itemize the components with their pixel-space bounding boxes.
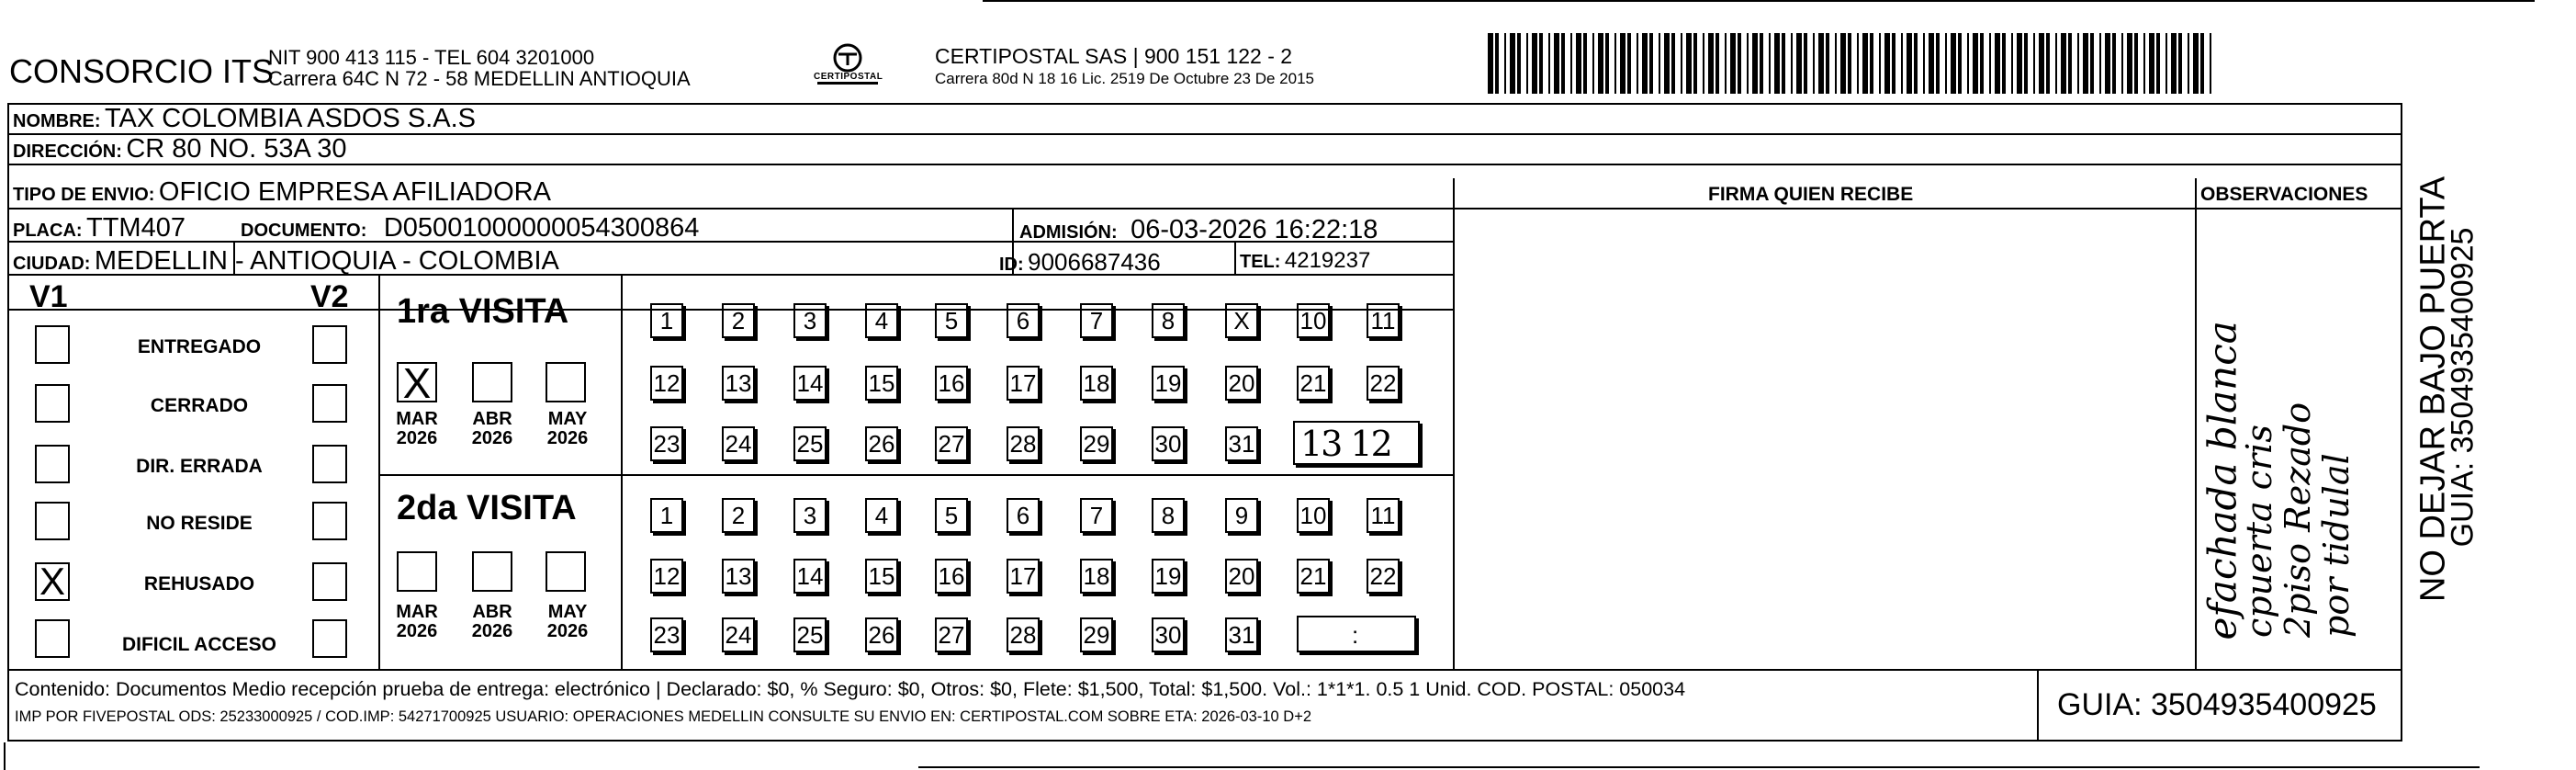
- visit2-day-box[interactable]: 14: [793, 559, 827, 594]
- v2-checkbox[interactable]: [312, 502, 347, 540]
- barcode-bar: [1967, 33, 1969, 94]
- v1-checkbox[interactable]: X: [35, 562, 70, 601]
- row-line: [7, 669, 2402, 671]
- v1-checkbox[interactable]: [35, 619, 70, 658]
- barcode-bar: [1642, 33, 1648, 94]
- barcode-bar: [1517, 33, 1521, 94]
- v1-checkbox[interactable]: [35, 384, 70, 423]
- side-text-2: GUIA: 3504935400925: [2445, 227, 2480, 548]
- barcode-bar: [1681, 33, 1682, 94]
- barcode-bar: [1804, 33, 1807, 94]
- visit1-month-box[interactable]: X: [397, 362, 437, 402]
- barcode-bar: [2002, 33, 2006, 94]
- visit1-day-box[interactable]: X: [1225, 303, 1258, 338]
- visit1-day-box[interactable]: 26: [865, 426, 898, 461]
- documento-value: D05001000000054300864: [383, 213, 700, 243]
- barcode-bar: [2134, 33, 2138, 94]
- visit1-day-box[interactable]: 6: [1007, 303, 1040, 338]
- col-line: [2195, 178, 2197, 669]
- documento-row: [241, 215, 699, 242]
- company-name: CONSORCIO ITS: [9, 52, 275, 90]
- visit2-time-box[interactable]: [1297, 616, 1416, 652]
- col-line: [1453, 178, 1455, 669]
- status-label: DIR. ERRADA: [136, 456, 263, 477]
- observations-area: [2200, 221, 2397, 665]
- visit1-day-box[interactable]: 27: [935, 426, 968, 461]
- firma-label: FIRMA QUIEN RECIBE: [1708, 184, 1914, 205]
- visit2-month-box[interactable]: [397, 551, 437, 592]
- barcode-bar: [1532, 33, 1537, 94]
- visit2-day-box[interactable]: 6: [1007, 498, 1040, 533]
- barcode-bar: [2090, 33, 2094, 94]
- barcode-bar: [1848, 33, 1851, 94]
- status-label: REHUSADO: [143, 573, 255, 594]
- barcode-bar: [1583, 33, 1587, 94]
- barcode-bar: [1488, 33, 1493, 94]
- v1-checkbox[interactable]: [35, 445, 70, 483]
- id-row: [999, 250, 1161, 274]
- ciudad-value: MEDELLIN - ANTIOQUIA - COLOMBIA: [94, 246, 559, 276]
- documento-label: DOCUMENTO:: [241, 221, 367, 241]
- nombre-label: NOMBRE:: [13, 111, 101, 131]
- visit2-day-box[interactable]: 24: [722, 617, 755, 652]
- barcode-bar: [1504, 33, 1506, 94]
- col-line: [2037, 669, 2039, 742]
- id-value: 9006687436: [1028, 248, 1161, 276]
- status-label: ENTREGADO: [137, 336, 262, 357]
- v2-checkbox[interactable]: [312, 562, 347, 601]
- visit1-day-box[interactable]: 25: [793, 426, 827, 461]
- direccion-value: CR 80 NO. 53A 30: [126, 134, 347, 164]
- ciudad-row: [13, 248, 559, 275]
- visit2-day-box[interactable]: 17: [1007, 559, 1040, 594]
- top-rule: [983, 0, 2535, 2]
- barcode-bar: [1659, 33, 1660, 94]
- visit1-day-box[interactable]: 21: [1297, 366, 1330, 401]
- visit1-month-box[interactable]: [472, 362, 512, 402]
- barcode-bar: [1686, 33, 1692, 94]
- barcode-bar: [1561, 33, 1565, 94]
- barcode-bar: [2055, 33, 2057, 94]
- visit1-time-value: 13 12: [1300, 424, 1391, 464]
- visit2-day-box[interactable]: 21: [1297, 559, 1330, 594]
- visit1-day-box[interactable]: 23: [650, 426, 683, 461]
- barcode-bar: [1774, 33, 1780, 94]
- visit2-day-box[interactable]: 27: [935, 617, 968, 652]
- tipo-row: [13, 179, 551, 206]
- barcode-bar: [1813, 33, 1815, 94]
- row-line: [7, 133, 2402, 135]
- barcode-bar: [1605, 33, 1609, 94]
- visit2-day-box[interactable]: 5: [935, 498, 968, 533]
- barcode-bar: [2099, 33, 2101, 94]
- logo-caption: CERTIPOSTAL: [814, 72, 883, 82]
- visit2-month-name: ABR 2026: [471, 602, 513, 641]
- col-line: [378, 274, 380, 669]
- admision-label: ADMISIÓN:: [1019, 222, 1118, 243]
- visit2-day-box[interactable]: 23: [650, 617, 683, 652]
- barcode-bar: [1708, 33, 1714, 94]
- barcode-bar: [1570, 33, 1572, 94]
- barcode-bar: [2017, 33, 2022, 94]
- visit1-month-name: ABR 2026: [471, 409, 513, 448]
- footer-content: Contenido: Documentos Medio recepción prueba de entrega: electrónico | Declarado: $0, % Seguro: $0, Otros: $0, Flete: $1,500, Total: $1,500. Vol.: 1*1*1. 0.5 1 Unid. COD. POSTAL: 050034: [15, 678, 1686, 700]
- visit1-day-box[interactable]: 31: [1225, 426, 1258, 461]
- side-text-1: NO DEJAR BAJO PUERTA: [2413, 176, 2453, 603]
- barcode-bar: [1907, 33, 1912, 94]
- barcode-bar: [2165, 33, 2167, 94]
- barcode-bar: [1693, 33, 1697, 94]
- visit1-month-name: MAY 2026: [546, 409, 589, 448]
- status-label: NO RESIDE: [146, 513, 253, 534]
- barcode-bar: [2011, 33, 2013, 94]
- barcode-bar: [1664, 33, 1670, 94]
- visit1-day-box[interactable]: 3: [793, 303, 827, 338]
- visit2-month-name: MAR 2026: [396, 602, 438, 641]
- row-line: [7, 164, 2402, 165]
- visit1-day-box[interactable]: 14: [793, 366, 827, 401]
- barcode-bar: [1554, 33, 1559, 94]
- visit1-time-box[interactable]: [1293, 421, 1420, 465]
- barcode-bar: [1649, 33, 1653, 94]
- visit2-day-box[interactable]: 28: [1007, 617, 1040, 652]
- v2-checkbox[interactable]: [312, 445, 347, 483]
- company-address: Carrera 64C N 72 - 58 MEDELLIN ANTIOQUIA: [268, 67, 691, 90]
- barcode-bar: [1879, 33, 1881, 94]
- barcode-bar: [2178, 33, 2182, 94]
- visit2-day-box[interactable]: 13: [722, 559, 755, 594]
- barcode-bar: [2033, 33, 2035, 94]
- barcode-bar: [1936, 33, 1940, 94]
- barcode-bar: [1637, 33, 1638, 94]
- visit1-day-box[interactable]: 7: [1080, 303, 1113, 338]
- tipo-value: OFICIO EMPRESA AFILIADORA: [158, 177, 551, 207]
- barcode-bar: [1592, 33, 1594, 94]
- observation-line: cpuerta cris: [2239, 425, 2279, 638]
- visit1-day-box[interactable]: 8: [1152, 303, 1185, 338]
- observaciones-label: OBSERVACIONES: [2200, 184, 2368, 205]
- barcode-bar: [2210, 33, 2211, 94]
- certipostal-logo-icon: [808, 41, 887, 93]
- v2-label: V2: [310, 279, 349, 314]
- row-line: [378, 474, 1453, 476]
- visit2-day-box[interactable]: 2: [722, 498, 755, 533]
- barcode-bar: [1725, 33, 1727, 94]
- footer-guia: GUIA: 3504935400925: [2057, 687, 2377, 722]
- barcode-bar: [2127, 33, 2132, 94]
- visit1-day-box[interactable]: 30: [1152, 426, 1185, 461]
- barcode-bar: [1548, 33, 1550, 94]
- barcode-bar: [1791, 33, 1793, 94]
- direccion-row: [13, 136, 347, 163]
- status-label: CERRADO: [150, 395, 249, 416]
- visit1-month-name: MAR 2026: [396, 409, 438, 448]
- observation-line: efachada blanca: [2200, 321, 2245, 640]
- visit2-title: 2da VISITA: [397, 489, 577, 527]
- barcode-bar: [1620, 33, 1625, 94]
- v1-label: V1: [29, 279, 68, 314]
- v2-checkbox[interactable]: [312, 384, 347, 423]
- barcode-bar: [1818, 33, 1824, 94]
- observation-line: por tidulal: [2316, 453, 2357, 638]
- barcode-bar: [1614, 33, 1616, 94]
- visit1-day-box[interactable]: 16: [935, 366, 968, 401]
- col-line: [1234, 241, 1236, 274]
- barcode-bar: [1945, 33, 1947, 94]
- barcode-bar: [2193, 33, 2199, 94]
- admision-value: 06-03-2026 16:22:18: [1131, 215, 1378, 244]
- barcode-bar: [2143, 33, 2145, 94]
- placa-value: TTM407: [86, 213, 186, 243]
- visit2-day-box[interactable]: 12: [650, 559, 683, 594]
- visit2-day-box[interactable]: 29: [1080, 617, 1113, 652]
- nombre-row: [13, 106, 476, 132]
- company-nit: NIT 900 413 115 - TEL 604 3201000: [268, 46, 595, 69]
- v2-checkbox[interactable]: [312, 619, 347, 658]
- visit1-day-box[interactable]: 5: [935, 303, 968, 338]
- visit1-day-box[interactable]: 12: [650, 366, 683, 401]
- barcode-bar: [2171, 33, 2177, 94]
- ciudad-label: CIUDAD:: [13, 254, 91, 274]
- barcode-bar: [1782, 33, 1785, 94]
- barcode-bar: [1835, 33, 1837, 94]
- left-edge-mark: [4, 742, 6, 770]
- visit2-day-box[interactable]: 20: [1225, 559, 1258, 594]
- visit2-month-box[interactable]: [546, 551, 586, 592]
- tel-value: 4219237: [1284, 248, 1371, 273]
- barcode-bar: [1703, 33, 1704, 94]
- barcode-bar: [1840, 33, 1846, 94]
- barcode-bar: [1884, 33, 1890, 94]
- tel-row: [1240, 250, 1370, 272]
- visit1-day-box[interactable]: 20: [1225, 366, 1258, 401]
- tel-label: TEL:: [1240, 252, 1281, 272]
- barcode-bar: [1989, 33, 1991, 94]
- barcode-bar: [2112, 33, 2116, 94]
- visit1-day-box[interactable]: 11: [1367, 303, 1400, 338]
- barcode-bar: [2046, 33, 2050, 94]
- barcode-bar: [1526, 33, 1528, 94]
- barcode-bar: [1769, 33, 1771, 94]
- visit2-day-box[interactable]: 16: [935, 559, 968, 594]
- visit2-day-box[interactable]: 30: [1152, 617, 1185, 652]
- v1-checkbox[interactable]: [35, 325, 70, 364]
- courier-name: CERTIPOSTAL SAS | 900 151 122 - 2: [935, 44, 1293, 68]
- barcode-bar: [2200, 33, 2204, 94]
- visit1-day-box[interactable]: 19: [1152, 366, 1185, 401]
- barcode-bar: [1752, 33, 1758, 94]
- tipo-label: TIPO DE ENVIO:: [13, 185, 155, 205]
- barcode-bar: [1730, 33, 1736, 94]
- barcode-bar: [1627, 33, 1631, 94]
- visit2-day-box[interactable]: 26: [865, 617, 898, 652]
- v2-checkbox[interactable]: [312, 325, 347, 364]
- barcode-bar: [1826, 33, 1829, 94]
- barcode-bar: [1510, 33, 1515, 94]
- barcode-bar: [2061, 33, 2066, 94]
- barcode-bar: [1929, 33, 1934, 94]
- admision-row: [1019, 217, 1378, 243]
- barcode-bar: [2156, 33, 2160, 94]
- visit1-day-box[interactable]: 4: [865, 303, 898, 338]
- barcode-bar: [1862, 33, 1868, 94]
- visit2-time-value: :: [1352, 621, 1359, 649]
- visit1-day-box[interactable]: 29: [1080, 426, 1113, 461]
- barcode-bar: [1760, 33, 1763, 94]
- visit2-day-box[interactable]: 15: [865, 559, 898, 594]
- bottom-rule: [918, 766, 2480, 768]
- observation-line: 2piso Rezado: [2278, 402, 2318, 638]
- barcode-bar: [1958, 33, 1962, 94]
- visit1-day-box[interactable]: 10: [1297, 303, 1330, 338]
- barcode-bar: [1923, 33, 1925, 94]
- barcode-bar: [1870, 33, 1873, 94]
- visit2-day-box[interactable]: 31: [1225, 617, 1258, 652]
- visit1-day-box[interactable]: 18: [1080, 366, 1113, 401]
- barcode-bar: [2039, 33, 2044, 94]
- visit2-day-box[interactable]: 4: [865, 498, 898, 533]
- visit1-day-box[interactable]: 28: [1007, 426, 1040, 461]
- visit1-day-box[interactable]: 1: [650, 303, 683, 338]
- barcode-bar: [2083, 33, 2088, 94]
- visit2-month-box[interactable]: [472, 551, 512, 592]
- status-label: DIFICIL ACCESO: [121, 634, 276, 655]
- footer-print-info: IMP POR FIVEPOSTAL ODS: 25233000925 / COD.IMP: 54271700925 USUARIO: OPERACIONES MEDELLIN CONSULTE SU ENVIO EN: CERTIPOSTAL.COM SOBRE ETA: 2026-03-10 D+2: [15, 708, 1312, 725]
- barcode: [1488, 33, 2222, 96]
- barcode-bar: [1980, 33, 1984, 94]
- visit2-day-box[interactable]: 11: [1367, 498, 1400, 533]
- visit1-title: 1ra VISITA: [397, 292, 569, 331]
- barcode-bar: [2149, 33, 2154, 94]
- visit2-day-box[interactable]: 8: [1152, 498, 1185, 533]
- courier-address: Carrera 80d N 18 16 Lic. 2519 De Octubre 23 De 2015: [935, 70, 1314, 87]
- barcode-bar: [1857, 33, 1859, 94]
- barcode-bar: [1973, 33, 1978, 94]
- visit2-day-box[interactable]: 10: [1297, 498, 1330, 533]
- barcode-bar: [1901, 33, 1903, 94]
- barcode-bar: [1747, 33, 1749, 94]
- visit1-day-box[interactable]: 24: [722, 426, 755, 461]
- visit2-day-box[interactable]: 9: [1225, 498, 1258, 533]
- barcode-bar: [1495, 33, 1499, 94]
- visit1-day-box[interactable]: 2: [722, 303, 755, 338]
- visit1-day-box[interactable]: 17: [1007, 366, 1040, 401]
- visit2-day-box[interactable]: 18: [1080, 559, 1113, 594]
- barcode-bar: [1995, 33, 2000, 94]
- barcode-bar: [1715, 33, 1719, 94]
- visit2-day-box[interactable]: 25: [793, 617, 827, 652]
- row-line: [1453, 208, 2402, 209]
- barcode-bar: [1671, 33, 1675, 94]
- visit2-day-box[interactable]: 1: [650, 498, 683, 533]
- barcode-bar: [1951, 33, 1956, 94]
- nombre-value: TAX COLOMBIA ASDOS S.A.S: [105, 104, 476, 133]
- visit1-day-box[interactable]: 15: [865, 366, 898, 401]
- visit2-day-box[interactable]: 19: [1152, 559, 1185, 594]
- visit1-day-box[interactable]: 22: [1367, 366, 1400, 401]
- barcode-bar: [1539, 33, 1543, 94]
- visit1-month-box[interactable]: [546, 362, 586, 402]
- visit2-month-name: MAY 2026: [546, 602, 589, 641]
- barcode-bar: [2077, 33, 2079, 94]
- visit2-day-box[interactable]: 3: [793, 498, 827, 533]
- barcode-bar: [1796, 33, 1802, 94]
- visit2-day-box[interactable]: 7: [1080, 498, 1113, 533]
- visit1-day-box[interactable]: 13: [722, 366, 755, 401]
- col-line: [621, 274, 623, 669]
- barcode-bar: [2024, 33, 2028, 94]
- barcode-bar: [2105, 33, 2110, 94]
- visit2-day-box[interactable]: 22: [1367, 559, 1400, 594]
- direccion-label: DIRECCIÓN:: [13, 142, 122, 162]
- v1-checkbox[interactable]: [35, 502, 70, 540]
- barcode-bar: [1914, 33, 1918, 94]
- barcode-bar: [2121, 33, 2123, 94]
- barcode-bar: [2068, 33, 2072, 94]
- placa-label: PLACA:: [13, 221, 83, 241]
- placa-row: [13, 215, 186, 242]
- barcode-bar: [1738, 33, 1741, 94]
- barcode-bar: [1892, 33, 1895, 94]
- barcode-bar: [2188, 33, 2189, 94]
- certipostal-logo: [808, 41, 887, 93]
- id-label: ID:: [999, 255, 1024, 275]
- barcode-bar: [1598, 33, 1603, 94]
- barcode-bar: [1576, 33, 1581, 94]
